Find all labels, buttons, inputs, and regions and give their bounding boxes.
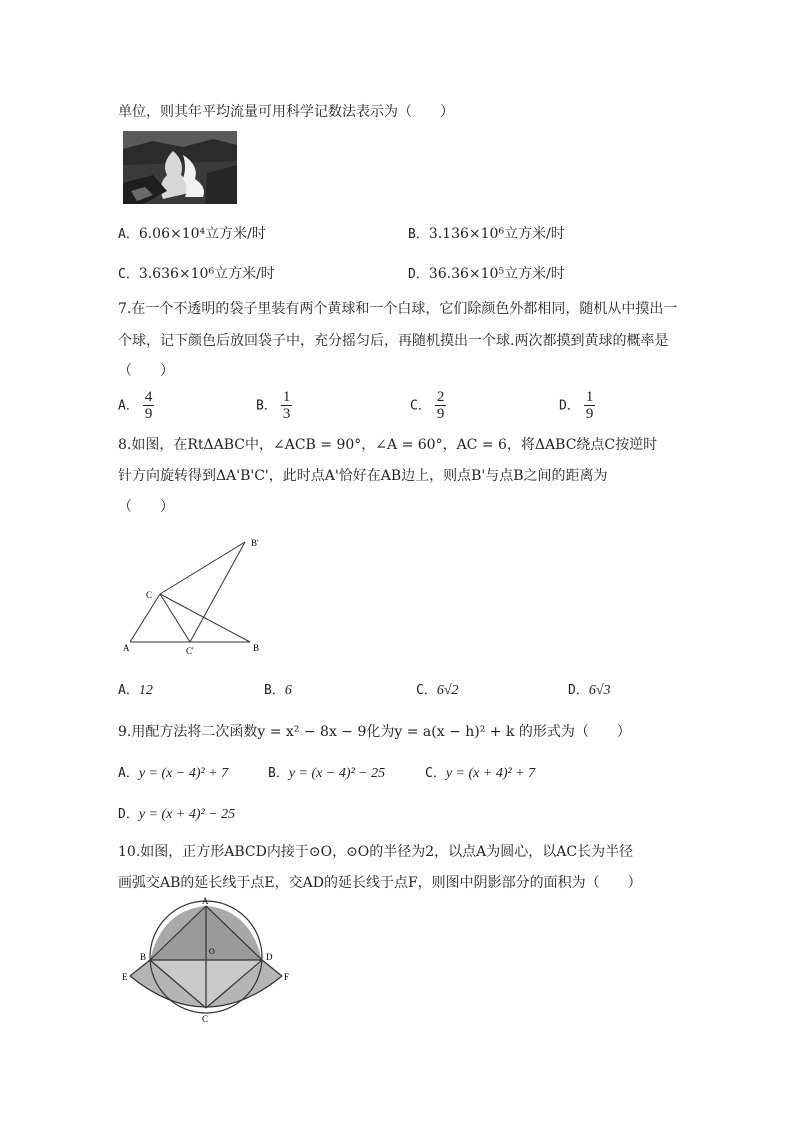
option-letter: D．: [568, 683, 589, 698]
option-letter: B．: [264, 683, 285, 698]
q8-option-b: [264, 680, 292, 701]
option-letter: B．: [268, 766, 289, 781]
option-letter: A．: [118, 766, 139, 781]
option-value: 3.136×10⁶立方米/时: [428, 226, 565, 242]
q8-stem-line1: 8.如图，在RtΔABC中，∠ACB = 90°，∠A = 60°，AC = 6，将ΔABC绕点C按逆时: [118, 437, 658, 453]
q7-answer-paren: （ ）: [118, 363, 174, 379]
label-e: E: [122, 972, 128, 982]
denominator: 9: [436, 406, 445, 422]
option-letter: B．: [256, 398, 277, 414]
option-value: 6√2: [436, 683, 459, 698]
q7-option-b: [256, 389, 292, 422]
q8-figure: [120, 530, 280, 664]
option-letter: A．: [118, 683, 139, 698]
option-letter: D．: [408, 267, 429, 282]
option-value: y = (x + 4)² + 7: [445, 766, 536, 781]
q8-option-d: [568, 680, 611, 701]
q8-option-c: [416, 680, 459, 701]
waterfall-photo: [123, 131, 237, 204]
option-letter: C．: [416, 683, 437, 698]
q10-stem-line2: 画弧交AB的延长线于点E，交AD的延长线于点F，则图中阴影部分的面积为（ ）: [118, 875, 642, 891]
option-value: y = (x − 4)² − 25: [288, 766, 386, 781]
label-c: C: [146, 590, 153, 600]
q6-option-b: [408, 224, 565, 245]
fraction: [143, 389, 155, 422]
fraction: [584, 389, 596, 422]
numerator: 1: [585, 389, 594, 405]
fraction: [435, 389, 447, 422]
option-value: 6.06×10⁴立方米/时: [138, 226, 266, 242]
q8-answer-paren: （ ）: [118, 499, 174, 515]
option-letter: D．: [559, 398, 580, 414]
option-letter: C．: [118, 267, 139, 282]
option-letter: D．: [118, 807, 139, 822]
q6-option-d: [408, 264, 565, 285]
q7-option-c: [410, 389, 446, 422]
option-letter: C．: [425, 766, 446, 781]
label-c: C: [202, 1014, 209, 1024]
label-a-prime: C': [186, 646, 194, 656]
denominator: 9: [585, 406, 594, 422]
q7-stem-line1: 7.在一个不透明的袋子里装有两个黄球和一个白球，它们除颜色外都相同，随机从中摸出一: [118, 301, 678, 317]
q6-stem-tail: 单位，则其年平均流量可用科学记数法表示为（ ）: [118, 104, 454, 120]
q10-stem-line1: 10.如图，正方形ABCD内接于⊙O，⊙O的半径为2，以点A为圆心，以AC长为半径: [118, 844, 634, 860]
label-b: B: [140, 952, 147, 962]
q6-option-c: [118, 264, 275, 285]
q9-option-c: [425, 763, 535, 784]
option-value: y = (x + 4)² − 25: [138, 807, 236, 822]
q9-option-a: [118, 763, 228, 784]
fraction: [281, 389, 293, 422]
label-o: O: [209, 947, 215, 956]
q9-stem: 9.用配方法将二次函数y = x² − 8x − 9化为y = a(x − h)² + k 的形式为（ ）: [118, 724, 631, 740]
option-letter: B．: [408, 227, 429, 242]
option-value: 36.36×10⁵立方米/时: [428, 266, 565, 282]
option-value: 12: [138, 683, 153, 698]
q7-option-d: [559, 389, 595, 422]
q8-option-a: [118, 680, 153, 701]
q9-option-d: [118, 804, 235, 825]
label-a: A: [123, 643, 130, 653]
label-d: D: [266, 952, 273, 962]
q8-stem-line2: 针方向旋转得到ΔA'B'C'，此时点A'恰好在AB边上，则点B'与点B之间的距离为: [118, 468, 608, 484]
q6-option-a: [118, 224, 266, 245]
option-letter: C．: [410, 398, 431, 414]
numerator: 2: [436, 389, 445, 405]
option-letter: A．: [118, 227, 139, 242]
numerator: 4: [144, 389, 153, 405]
option-value: 6√3: [588, 683, 611, 698]
option-value: 3.636×10⁶立方米/时: [138, 266, 275, 282]
option-value: y = (x − 4)² + 7: [138, 766, 229, 781]
numerator: 1: [282, 389, 291, 405]
label-b-prime: B': [251, 538, 259, 548]
option-letter: A．: [118, 398, 139, 414]
denominator: 3: [282, 406, 291, 422]
label-a: A: [202, 896, 209, 906]
q7-stem-line2: 个球，记下颜色后放回袋子中，充分摇匀后，再随机摸出一个球.两次都摸到黄球的概率是: [118, 333, 669, 349]
q10-figure: [122, 896, 292, 1030]
denominator: 9: [144, 406, 153, 422]
label-f: F: [284, 972, 290, 982]
option-value: 6: [284, 683, 292, 698]
label-b: B: [253, 643, 260, 653]
q9-option-b: [268, 763, 385, 784]
q7-option-a: [118, 389, 154, 422]
